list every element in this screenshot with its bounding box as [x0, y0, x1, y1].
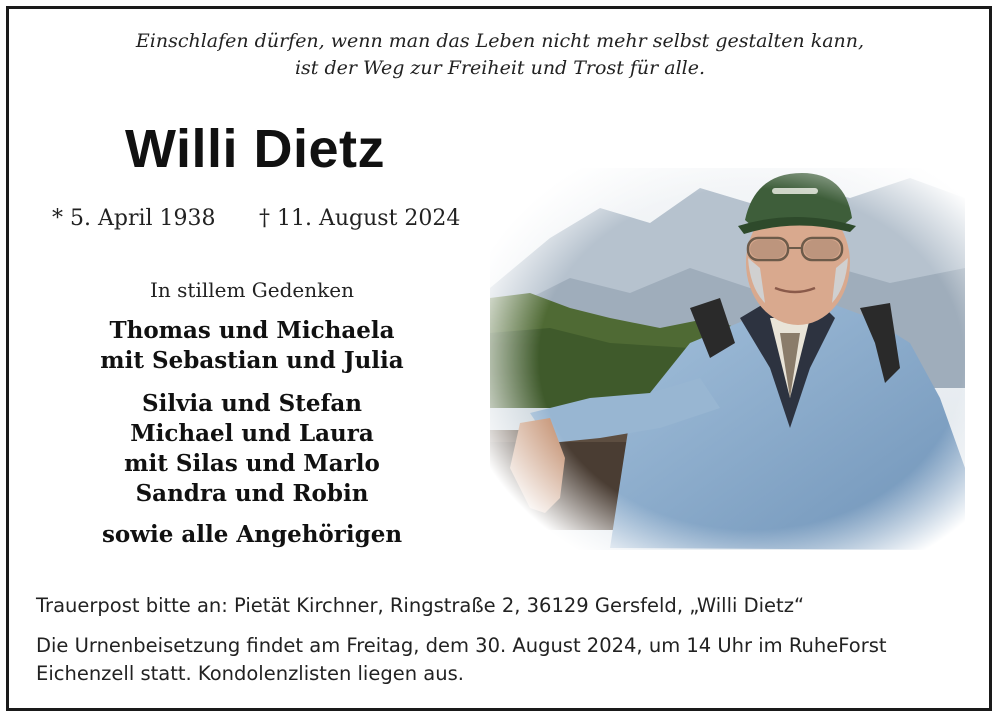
family-group-1	[40, 316, 464, 376]
quote-line-2: ist der Weg zur Freiheit und Trost für alle.	[294, 57, 706, 79]
family-line: mit Sebastian und Julia	[100, 347, 404, 374]
memory-heading: In stillem Gedenken	[150, 278, 354, 302]
birth-date: * 5. April 1938	[52, 206, 216, 231]
quote	[0, 28, 1000, 82]
family-line: Thomas und Michaela	[109, 317, 395, 344]
mail-info	[36, 592, 966, 620]
family-line: Michael und Laura	[130, 420, 374, 447]
family-line: mit Silas und Marlo	[124, 450, 380, 477]
mail-line: Trauerpost bitte an: Pietät Kirchner, Ringstraße 2, 36129 Gersfeld, „Willi Dietz“	[36, 594, 805, 617]
death-date: † 11. August 2024	[259, 206, 461, 231]
family-line: sowie alle Angehörigen	[101, 521, 403, 548]
quote-line-1: Einschlafen dürfen, wenn man das Leben nicht mehr selbst gestalten kann,	[135, 30, 865, 52]
deceased-name: Willi Dietz	[124, 119, 386, 179]
portrait-photo	[490, 168, 965, 550]
family-line: Silvia und Stefan	[141, 390, 363, 417]
family-line: Sandra und Robin	[135, 480, 369, 507]
burial-line-2: Eichenzell statt. Kondolenzlisten liegen aus.	[36, 662, 464, 685]
burial-info	[36, 632, 966, 688]
portrait-illustration	[490, 168, 965, 550]
burial-line-1: Die Urnenbeisetzung findet am Freitag, dem 30. August 2024, um 14 Uhr im RuheForst	[36, 634, 887, 657]
family-group-2	[40, 389, 464, 509]
family-group-3	[40, 520, 464, 550]
